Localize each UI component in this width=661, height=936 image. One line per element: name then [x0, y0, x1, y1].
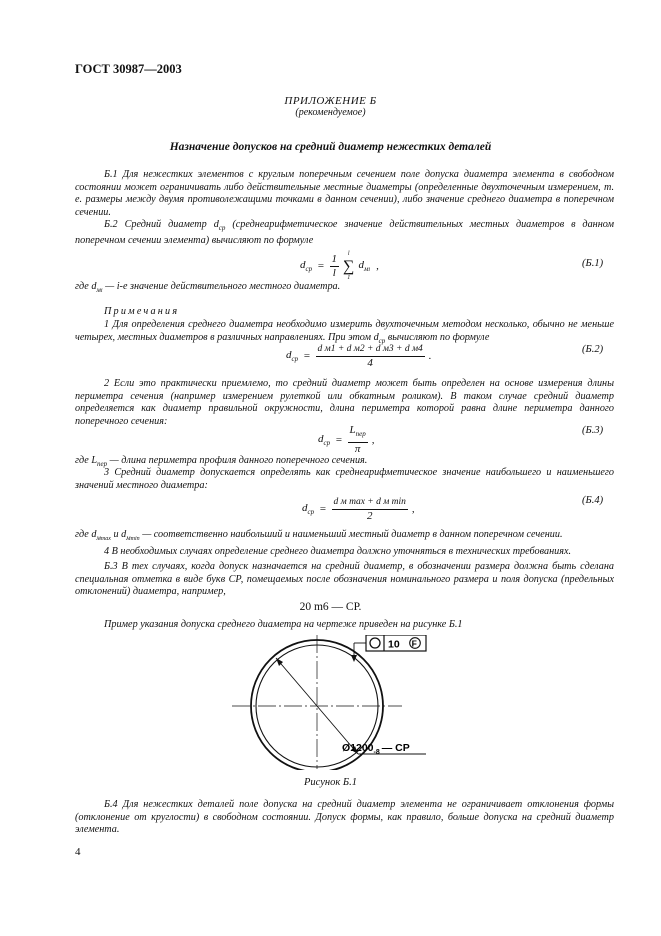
paragraph-b3: Б.3 В тех случаях, когда допуск назначается на средний диаметр, в обозначении размера должна быть сделана специальная отметка в виде букв СР, помещаемых после обозначения номинального размера и поля допуска (предельных отклонений) диаметра, например, — [75, 561, 614, 598]
formula-b1-eq: = — [317, 260, 325, 272]
formula-b1-number: (Б.1) — [582, 258, 604, 269]
formula-b1-den: l — [332, 266, 336, 279]
paragraph-b4: Б.4 Для нежестких деталей поле допуска на средний диаметр элемента не ограничивает отклонения формы (отклонение от круглости) в свободном состоянии. Допуск формы, как правило, больше допуска на средний диаметр элемента. — [75, 799, 614, 836]
free-state-modifier: F — [411, 638, 417, 649]
formula-b3-lhs: $d_{ср}$ — [318, 432, 331, 448]
notes-title: Примечания — [104, 306, 180, 317]
document-standard-number: ГОСТ 30987—2003 — [75, 62, 182, 76]
formula-b4 — [302, 492, 415, 526]
appendix-heading: Назначение допусков на средний диаметр нежестких деталей — [169, 141, 492, 153]
formula-b3-fraction — [348, 424, 368, 455]
formula-b2-eq: = — [303, 350, 311, 362]
formula-b1-lhs: $d_{ср}$ — [300, 258, 313, 274]
formula-b3 — [318, 425, 375, 455]
formula-b4-lhs: $d_{ср}$ — [302, 501, 315, 517]
formula-b4-eq: = — [319, 503, 327, 515]
formula-b4-num: d м max + d м min — [332, 496, 408, 510]
formula-b2-num: d м1 + d м2 + d м3 + d м4 — [316, 343, 425, 357]
appendix-title: ПРИЛОЖЕНИЕ Б — [284, 95, 377, 107]
formula-b1-tail: , — [376, 260, 379, 272]
formula-b2-number: (Б.2) — [582, 344, 604, 355]
figure-reference: Пример указания допуска среднего диаметра на чертеже приведен на рисунке Б.1 — [104, 619, 463, 630]
formula-b3-number: (Б.3) — [582, 425, 604, 436]
tolerance-value: 10 — [388, 638, 400, 651]
figure-b1-drawing — [230, 635, 430, 770]
formula-b3-den: π — [354, 442, 361, 455]
formula-b2-lhs: $d_{ср}$ — [286, 348, 299, 364]
formula-b2-tail: . — [428, 350, 432, 362]
paragraph-b2 — [75, 219, 614, 247]
formula-b1-sum: l ∑ 1 — [343, 250, 355, 281]
formula-b2-den: 4 — [367, 356, 373, 369]
figure-caption: Рисунок Б.1 — [304, 777, 357, 788]
where-b1: где $d_{мi}$ — i-е значение действительного местного диаметра. — [75, 281, 341, 295]
b2-text-b: (среднеарифметическое значение действительных местных диаметров в данном поперечном сечении элемента) вычисляют по формуле — [75, 219, 614, 246]
formula-b4-den: 2 — [366, 509, 373, 522]
paragraph-b1: Б.1 Для нежестких элементов с круглым поперечным сечением поле допуска диаметра элемента в свободном состоянии может ограничивать либо действительные местные диаметры (определенные двухточечным измерением, т. е. размеры между двумя противолежащими точками в данном сечении), либо значение среднего диаметра в поперечном сечении. — [75, 169, 614, 218]
formula-b4-fraction — [332, 496, 408, 523]
note-3: 3 Средний диаметр допускается определять как среднеарифметическое значение наибольшего и наименьшего значений местного диаметра: — [75, 467, 614, 491]
formula-b1-term: $d_{мi}$ — [358, 258, 371, 274]
note-2: 2 Если это практически приемлемо, то средний диаметр может быть определен на основе измерения длины периметра сечения (например измерением рулеткой или обкатным роликом). В таком случае средний диаметр определяется как диаметр правильной окружности, длина периметра которой равна длине периметра данного поперечного сечения: — [75, 378, 614, 427]
formula-b4-tail: , — [411, 503, 415, 515]
appendix-status: (рекомендуемое) — [295, 107, 366, 118]
formula-b2 — [286, 339, 432, 373]
formula-b3-eq: = — [335, 434, 343, 446]
note-4: 4 В необходимых случаях определение среднего диаметра должно уточняться в технических требованиях. — [104, 546, 572, 557]
b2-text-a: Б.2 Средний диаметр — [104, 219, 207, 230]
formula-b1-fraction — [330, 253, 340, 280]
where-b4: где $d_{мmax}$ и $d_{мmin}$ — соответственно наибольший и наименьший местный диаметр в данном поперечном сечении. — [75, 529, 563, 543]
example-designation: 20 m6 — СР. — [299, 601, 362, 613]
formula-b2-fraction — [316, 343, 425, 370]
where-b3: где $L_{пер}$ — длина периметра профиля данного поперечного сечения. — [75, 455, 368, 469]
page-number: 4 — [75, 846, 81, 858]
b2-symbol: $d_{ср}$ — [213, 219, 226, 233]
dimension-label: $Ø1200_{-8}$ — СР — [342, 742, 410, 756]
formula-b3-num: $L_{пер}$ — [348, 424, 368, 442]
note-1: 1 Для определения среднего диаметра необходимо измерить двухточечным методом несколько, обычно не меньше четырех, местных диаметров в различных направлениях. При этом $d_{ср}$ вычисляют по формуле — [75, 319, 614, 345]
formula-b1-num: 1 — [331, 252, 338, 265]
formula-b3-tail: , — [371, 434, 375, 446]
formula-b4-number: (Б.4) — [582, 495, 604, 506]
